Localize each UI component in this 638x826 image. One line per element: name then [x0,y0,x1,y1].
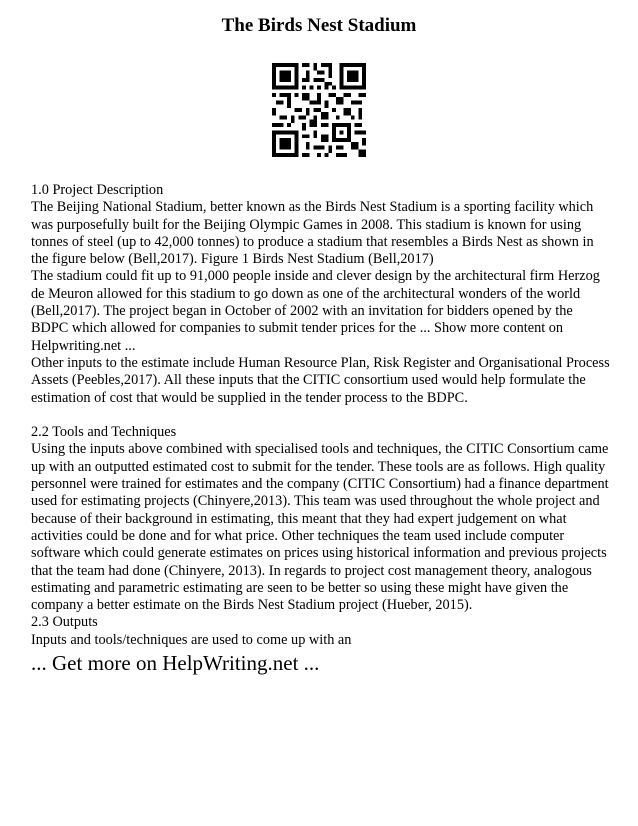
qr-code-icon [272,63,366,157]
section-heading-outputs: 2.3 Outputs [31,614,98,631]
document-body [31,182,611,649]
section-heading-tools-techniques: 2.2 Tools and Techniques [31,424,177,441]
paragraph-estimate-inputs: Other inputs to the estimate include Human Resource Plan, Risk Register and Organisational Process Assets (Peebles,2017). All these inputs that the CITIC consortium used would help formulate the estimation of cost that would be supplied in the tender process to the BDPC. [31,354,610,406]
paragraph-outputs: Inputs and tools/techniques are used to come up with an [31,631,352,648]
section-heading-project-description: 1.0 Project Description [31,182,164,198]
qr-code-graphic [272,63,366,157]
get-more-link[interactable]: ... Get more on HelpWriting.net ... [31,651,320,675]
paragraph-stadium-capacity: The stadium could fit up to 91,000 people inside and clever design by the architectural firm Herzog de Meuron allowed for this stadium to go down as one of the architectural wonders of the world (Bell,2017). The project began in October of 2002 with an invitation for bidders opened by the BDPC which allowed for companies to submit tender prices for the ... Show more content on Helpwriting.net ... [31,268,600,354]
paragraph-spacer [31,407,611,424]
document-title: The Birds Nest Stadium [221,15,417,36]
paragraph-tools-techniques: Using the inputs above combined with specialised tools and techniques, the CITIC Consortium came up with an outputted estimated cost to submit for the tender. These tools are as follows. High quality personnel were trained for estimates and the company (CITIC Consortium) had a finance department used for estimating projects (Chinyere,2013). This team was used throughout the whole project and because of their background in estimating, this meant that they had expert judgement on what activities could be done and for what price. Other techniques the team used include computer software which could generate estimates on prices using historical information and previous projects that the team had done (Chinyere, 2013). In regards to project cost management theory, analogous estimating and parametric estimating are seen to be better so using these might have given the company a better estimate on the Birds Nest Stadium project (Hueber, 2015). [31,441,609,614]
paragraph-stadium-overview: The Beijing National Stadium, better known as the Birds Nest Stadium is a sporting facility which was purposefully built for the Beijing Olympic Games in 2008. This stadium is known for using tonnes of steel (up to 42,000 tonnes) to produce a stadium that resembles a Birds Nest as shown in the figure below (Bell,2017). Figure 1 Birds Nest Stadium (Bell,2017) [31,199,594,268]
